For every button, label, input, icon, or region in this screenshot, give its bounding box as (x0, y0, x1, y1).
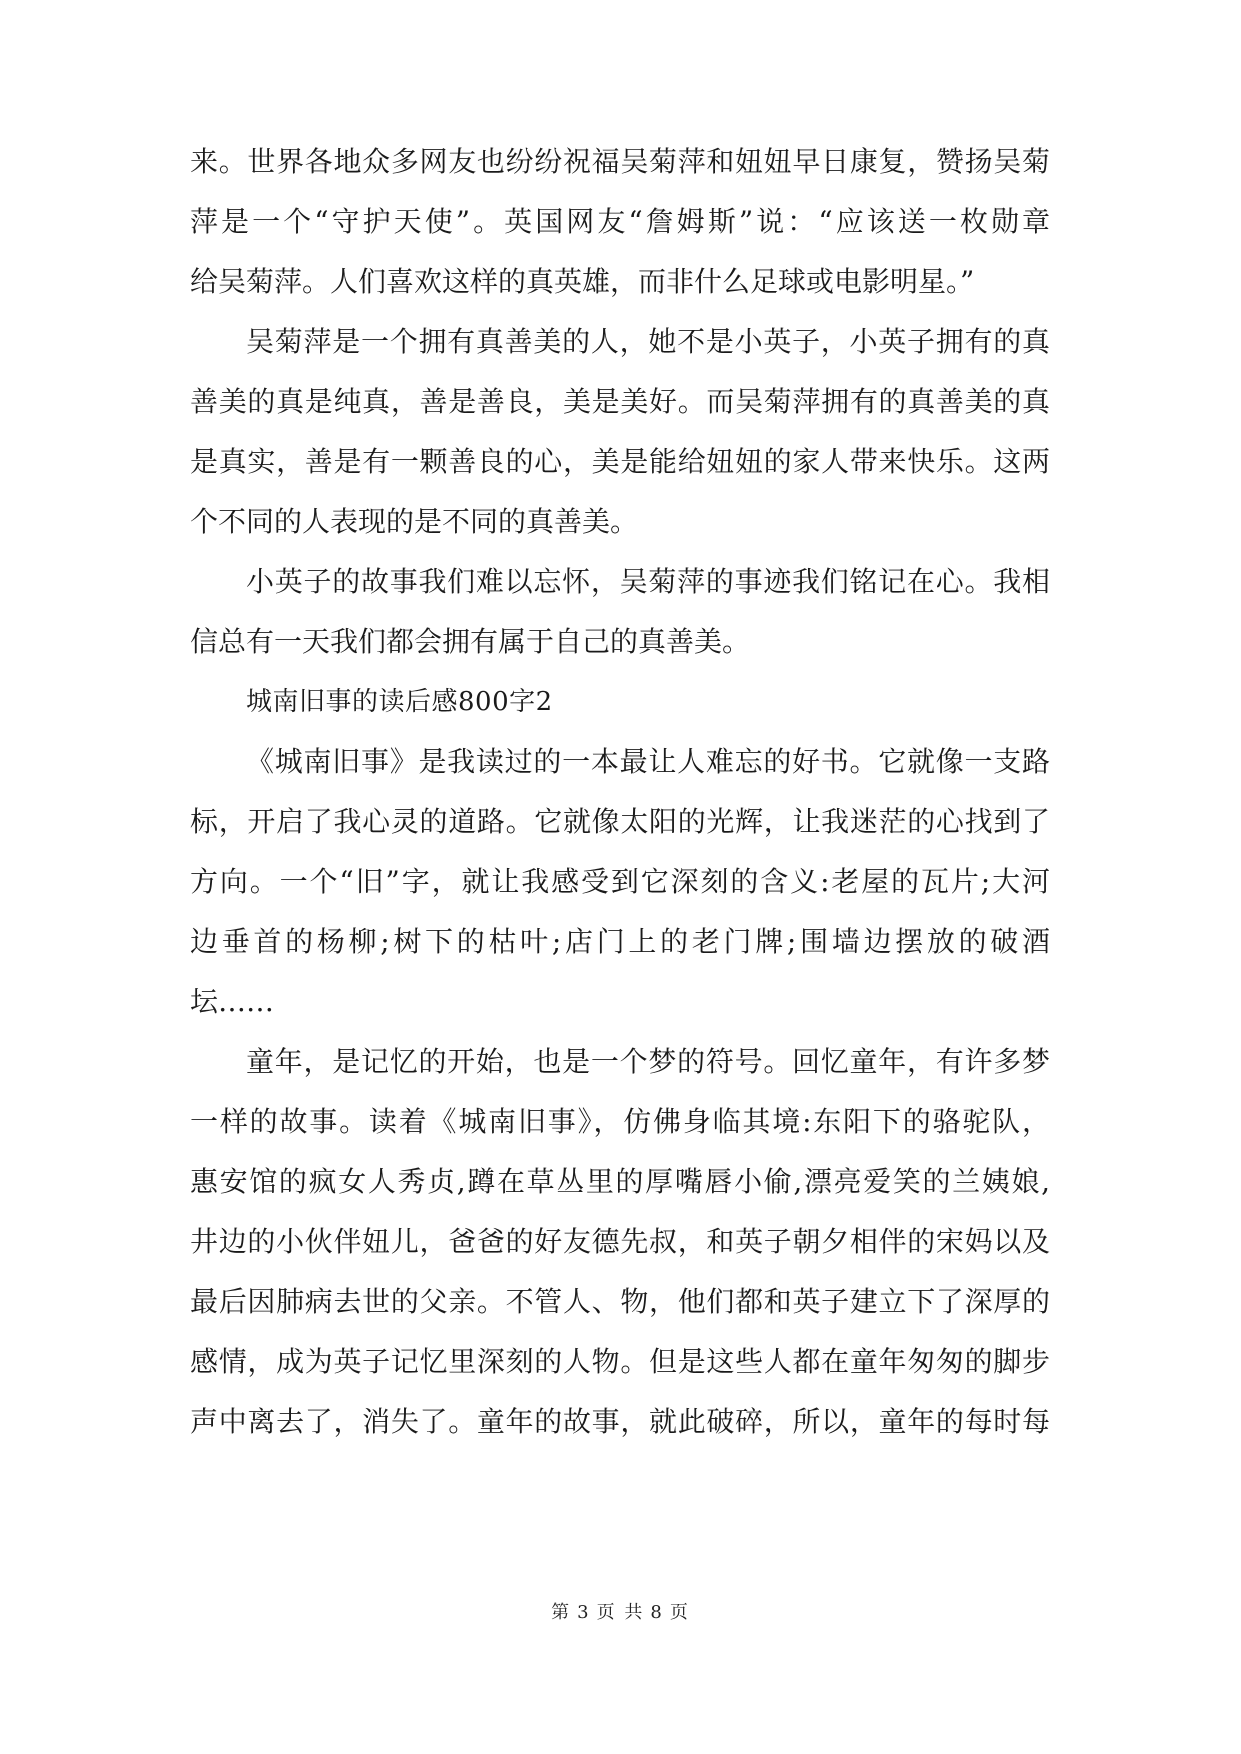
footer-total-pages: 8 (650, 1602, 664, 1623)
text-line: 边垂首的杨柳;树下的枯叶;店门上的老门牌;围墙边摆放的破酒 (190, 925, 1050, 958)
text-line: 井边的小伙伴妞儿，爸爸的好友德先叔，和英子朝夕相伴的宋妈以及 (190, 1225, 1050, 1258)
footer-prefix: 第 (551, 1602, 572, 1623)
text-line: 信总有一天我们都会拥有属于自己的真善美。 (190, 625, 751, 658)
text-line: 萍是一个“守护天使”。英国网友“詹姆斯”说：“应该送一枚勋章 (190, 205, 1050, 238)
paragraph-start-line: 吴菊萍是一个拥有真善美的人，她不是小英子，小英子拥有的真 (246, 325, 1050, 358)
text-line: 个不同的人表现的是不同的真善美。 (190, 505, 639, 538)
text-line: 最后因肺病去世的父亲。不管人、物，他们都和英子建立下了深厚的 (190, 1285, 1050, 1318)
paragraph-start-line: 童年，是记忆的开始，也是一个梦的符号。回忆童年，有许多梦 (246, 1045, 1050, 1078)
paragraph-start-line: 小英子的故事我们难以忘怀，吴菊萍的事迹我们铭记在心。我相 (246, 565, 1050, 598)
text-line: 是真实，善是有一颗善良的心，美是能给妞妞的家人带来快乐。这两 (190, 445, 1050, 478)
text-line: 方向。一个“旧”字，就让我感受到它深刻的含义:老屋的瓦片;大河 (190, 865, 1050, 898)
text-line: 一样的故事。读着《城南旧事》，仿佛身临其境:东阳下的骆驼队， (190, 1105, 1050, 1138)
footer-middle: 页 共 (596, 1602, 645, 1623)
text-line: 感情，成为英子记忆里深刻的人物。但是这些人都在童年匆匆的脚步 (190, 1345, 1050, 1378)
text-line: 声中离去了，消失了。童年的故事，就此破碎，所以，童年的每时每 (190, 1405, 1050, 1438)
text-line: 善美的真是纯真，善是善良，美是美好。而吴菊萍拥有的真善美的真 (190, 385, 1050, 418)
page-footer (0, 1598, 1241, 1624)
text-line: 来。世界各地众多网友也纷纷祝福吴菊萍和妞妞早日康复，赞扬吴菊 (190, 145, 1050, 178)
footer-suffix: 页 (669, 1602, 690, 1623)
text-line: 坛…… (190, 985, 275, 1018)
text-line: 惠安馆的疯女人秀贞,蹲在草丛里的厚嘴唇小偷,漂亮爱笑的兰姨娘, (190, 1165, 1050, 1198)
text-line: 标，开启了我心灵的道路。它就像太阳的光辉，让我迷茫的心找到了 (190, 805, 1050, 838)
section-heading: 城南旧事的读后感800字2 (246, 687, 553, 717)
text-line: 给吴菊萍。人们喜欢这样的真英雄，而非什么足球或电影明星。” (190, 265, 975, 298)
footer-page-number: 3 (577, 1602, 591, 1623)
paragraph-start-line: 《城南旧事》是我读过的一本最让人难忘的好书。它就像一支路 (246, 745, 1050, 778)
